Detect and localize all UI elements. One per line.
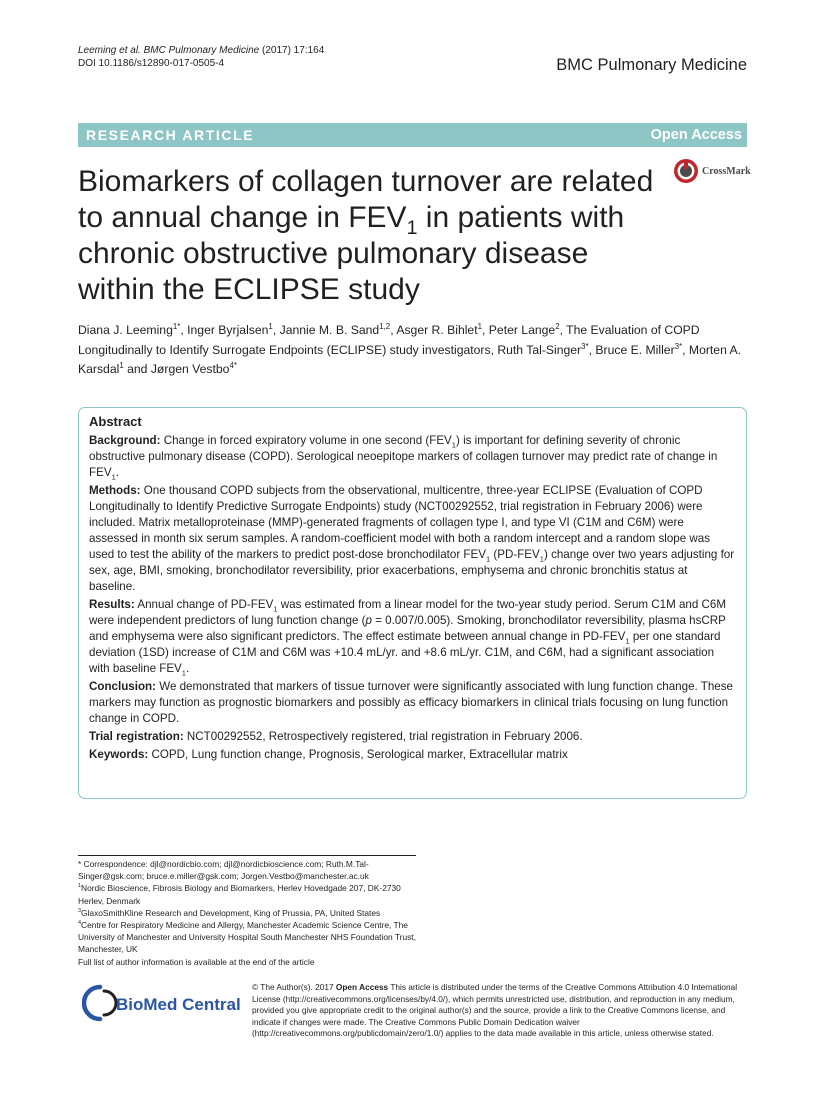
citation-volume: (2017) 17:164: [262, 45, 325, 56]
logo-text: BioMed Central: [116, 995, 241, 1014]
biomed-central-logo: [82, 983, 242, 1023]
article-type-label: RESEARCH ARTICLE: [86, 127, 255, 143]
full-list-note: Full list of author information is available at the end of the article: [78, 956, 315, 967]
abstract-conclusion: Conclusion: We demonstrated that markers of tissue turnover were significantly associated with lung function change. These markers may function as prognostic biomarkers and possibly as efficacy biomarkers in clinical trials focusing on lung function change in COPD.: [89, 680, 733, 725]
crossmark-label: CrossMark: [702, 165, 751, 177]
correspondence-note: * Correspondence: djl@nordicbio.com; djl@nordicbioscience.com; Ruth.M.Tal-Singer@gsk.com; bruce.e.miller@gsk.com; Jorgen.Vestbo@manchester.ac.uk: [78, 859, 369, 882]
crossmark-badge[interactable]: [673, 157, 755, 185]
affiliation-3: $^3$GlaxoSmithKline Research and Development, King of Prussia, PA, United States: [78, 907, 381, 918]
abstract-keywords: Keywords: COPD, Lung function change, Prognosis, Serological marker, Extracellular matrix: [89, 748, 568, 761]
abstract-box: [78, 407, 747, 799]
doi[interactable]: DOI 10.1186/s12890-017-0505-4: [78, 58, 225, 69]
title-line-4: within the ECLIPSE study: [78, 273, 420, 306]
footnotes: [78, 858, 423, 968]
citation-journal: BMC Pulmonary Medicine: [143, 45, 260, 56]
abstract-results: Results: Annual change of $PD-FEV_1$ was estimated from a linear model for the two-year study period. Serum C1M and C6M were independent predictors of lung function change (p = 0.007/0.005). Smoking, bronchodilator reversibility, plasma hsCRP and emphysema were also significant predictors. The effect estimate between annual change in $PD-FEV_1$ per one standard deviation (1SD) increase of C1M and C6M was +10.4 mL/yr. and +8.6 mL/yr. C1M, and C6M, had a significant association with baseline $FEV_1$.: [89, 598, 727, 678]
open-access-label: Open Access: [650, 127, 742, 143]
abstract-trial-registration: Trial registration: NCT00292552, Retrospectively registered, trial registration in February 2006.: [89, 730, 583, 743]
logo-swoosh-icon: [84, 987, 100, 1019]
abstract-heading: Abstract: [89, 414, 142, 429]
article-banner: [78, 123, 747, 147]
footnote-divider: [78, 855, 416, 856]
abstract-methods: Methods: One thousand COPD subjects from the observational, multicentre, three-year ECLIPSE (Evaluation of COPD Longitudinally to Identify Predictive Surrogate Endpoints) study (NCT00292552, trial registration in February 2006) were included. Matrix metalloproteinase (MMP)-generated fragments of collagen type I, and type VI (C1M and C6M) were assessed in month six serum samples. A random-coefficient model with both a random intercept and a random slope was used to test the ability of the markers to predict post-dose bronchodilator $FEV_1$ $(PD-FEV_1)$ change over two years adjusting for sex, age, BMI, smoking, bronchodilator reversibility, prior exacerbations, emphysema and chronic bronchitis status at baseline.: [89, 484, 735, 593]
journal-name: BMC Pulmonary Medicine: [556, 56, 747, 74]
title-line-3: chronic obstructive pulmonary disease: [78, 237, 589, 270]
crossmark-icon: [673, 158, 699, 184]
affiliation-4: $^4$Centre for Respiratory Medicine and Allergy, Manchester Academic Science Centre, The University of Manchester and University Hospital South Manchester NHS Foundation Trust, Manchester, UK: [78, 920, 416, 955]
title-line-2: to annual change in $FEV_1$ in patients with: [78, 201, 625, 239]
citation-header: [78, 44, 324, 70]
affiliation-1: $^1$Nordic Bioscience, Fibrosis Biology and Biomarkers, Herlev Hovedgade 207, DK-2730 Herlev, Denmark: [78, 883, 401, 906]
author-list: Diana J. Leeming$^{1*}$, Inger Byrjalsen$^1$, Jannie M. B. Sand$^{1,2}$, Asger R. Bihlet$^1$, Peter Lange$^2$, The Evaluation of COPD Longitudinally to Identify Surrogate Endpoints (ECLIPSE) study investigators, Ruth Tal-Singer$^{3*}$, Bruce E. Miller$^{3*}$, Morten A. Karsdal$^1$ and Jørgen Vestbo$^{4*}$: [78, 321, 742, 376]
abstract-background: Background: Change in forced expiratory volume in one second $(FEV_1)$ is important for defining severity of chronic obstructive pulmonary disease (COPD). Serological neoepitope markers of collagen turnover may predict rate of change in $FEV_1$.: [89, 434, 718, 482]
license-text: © The Author(s). 2017 Open Access This article is distributed under the terms of the Creative Commons Attribution 4.0 International License (http://creativecommons.org/licenses/by/4.0/), which permits unrestricted use, distribution, and reproduction in any medium, provided you give appropriate credit to the original author(s) and the source, provide a link to the Creative Commons license, and indicate if changes were made. The Creative Commons Public Domain Dedication waiver (http://creativecommons.org/publicdomain/zero/1.0/) applies to the data made available in this article, unless otherwise stated.: [252, 982, 738, 1039]
title-line-1: Biomarkers of collagen turnover are related: [78, 165, 654, 198]
article-title: [78, 164, 668, 308]
citation-authors: Leeming et al.: [78, 45, 141, 56]
